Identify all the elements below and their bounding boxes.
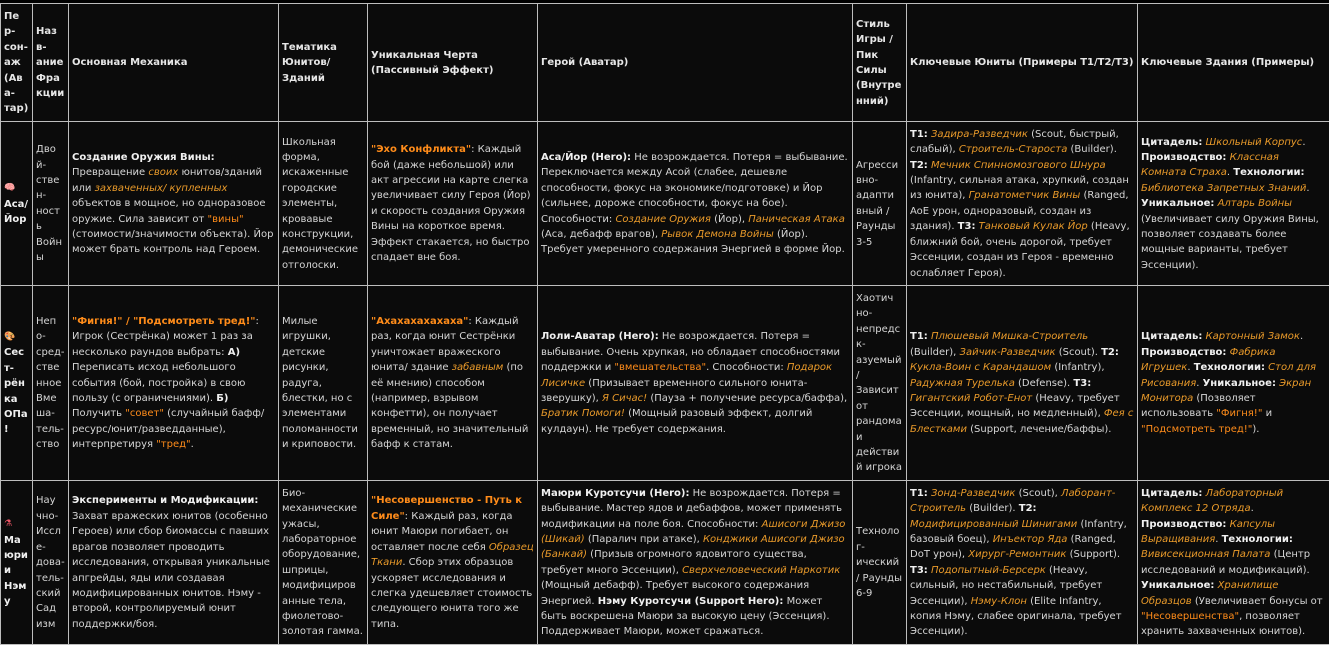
mechanic-cell: Эксперименты и Модификации: Захват вражеских юнитов (особенно Героев) или сбор биомассы с павших врагов позволяет проводить исследования, открывая уникальные апгрейды, яды или создавая модифицированных юнитов. Нэму - второй, контролируемый юнит поддержки/боя. <box>69 480 279 644</box>
header-theme: Тематика Юнитов/ Зданий <box>279 4 368 122</box>
factions-table <box>0 3 1329 645</box>
units-cell: T1: Плюшевый Мишка-Строитель (Builder), Зайчик-Разведчик (Scout). T2: Кукла-Воин с Карандашом (Infantry), Радужная Турелька (Defense). T3: Гигантский Робот-Енот (Heavy, требует Эссенции, мощный, но медленный), Фея с Блестками (Support, лечение/баффы). <box>907 285 1138 480</box>
brain-icon: 🧠 <box>4 183 15 193</box>
header-character: Персонаж (Аватар) <box>1 4 33 122</box>
table-row <box>1 480 1329 644</box>
table-row <box>1 121 1329 285</box>
trait-cell: "Несовершенство - Путь к Силе": Каждый раз, когда юнит Маюри погибает, он оставляет после себя Образец Ткани. Сбор этих образцов ускоряет исследования и слегка удешевляет стоимость следующего юнита того же типа. <box>368 480 538 644</box>
theme-cell: Био-механические ужасы, лабораторное оборудование, шприцы, модифицированные тела, фиолетово-золотая гамма. <box>279 480 368 644</box>
header-buildings: Ключевые Здания (Примеры) <box>1138 4 1329 122</box>
playstyle-cell: Хаотично-непредсказуемый / Зависит от рандома и действий игрока <box>853 285 907 480</box>
trait-cell: "Эхо Конфликта": Каждый бой (даже небольшой) или акт агрессии на карте слегка увеличивает силу Героя (Йор) и скорость создания Оружия Вины на короткое время. Эффект стакается, но быстро спадает вне боя. <box>368 121 538 285</box>
playstyle-cell: Агрессивно-адаптивный / Раунды 3-5 <box>853 121 907 285</box>
buildings-cell: Цитадель: Лабораторный Комплекс 12 Отряда. Производство: Капсулы Выращивания. Технологии: Вивисекционная Палата (Центр исследований и модификаций). Уникальное: Хранилище Образцов (Увеличивает бонусы от "Несовершенства", позволяет хранить захваченных юнитов). <box>1138 480 1329 644</box>
faction-cell: Научно-Исследовательский Садизм <box>33 480 69 644</box>
header-units: Ключевые Юниты (Примеры T1/T2/T3) <box>907 4 1138 122</box>
theme-cell: Милые игрушки, детские рисунки, радуга, блестки, но с элементами поломанности и криповости. <box>279 285 368 480</box>
buildings-cell: Цитадель: Школьный Корпус. Производство: Классная Комната Страха. Технологии: Библиотека Запретных Знаний. Уникальное: Алтарь Войны (Увеличивает силу Оружия Вины, позволяет создавать более мощные варианты, требует Эссенции). <box>1138 121 1329 285</box>
faction-cell: Двойственность Войны <box>33 121 69 285</box>
playstyle-cell: Технологический / Раунды 6-9 <box>853 480 907 644</box>
table-row <box>1 285 1329 480</box>
hero-cell: Аса/Йор (Hero): Не возрождается. Потеря = выбывание. Переключается между Асой (слабее, дешевле способности, фокус на экономике/подготовке) и Йор (сильнее, дороже способности, фокус на бое). Способности: Создание Оружия (Йор), Паническая Атака (Аса, дебафф врагов), Рывок Демона Войны (Йор). Требует умеренного содержания Энергией в форме Йор. <box>538 121 853 285</box>
character-name: Сестрёнка ОПа! <box>4 347 28 435</box>
mechanic-cell: "Фигня!" / "Подсмотреть тред!": Игрок (Сестрёнка) может 1 раз за несколько раундов выбрать: А) Переписать исход небольшого события (бой, постройка) в свою пользу (с ограничениями). Б) Получить "совет" (случайный бафф/ ресурс/юнит/разведданные), интерпретируя "тред". <box>69 285 279 480</box>
faction-cell: Непосредственное Вмешательство <box>33 285 69 480</box>
header-hero: Герой (Аватар) <box>538 4 853 122</box>
buildings-cell: Цитадель: Картонный Замок. Производство: Фабрика Игрушек. Технологии: Стол для Рисования. Уникальное: Экран Монитора (Позволяет использовать "Фигня!" и "Подсмотреть тред!"). <box>1138 285 1329 480</box>
paint-icon: 🎨 <box>4 332 15 342</box>
mechanic-cell: Создание Оружия Вины: Превращение своих юнитов/зданий или захваченных/ купленных объектов в мощное, но одноразовое оружие. Сила зависит от "вины" (стоимости/значимости объекта). Йор может брать контроль над Героем. <box>69 121 279 285</box>
hero-cell: Лоли-Аватар (Hero): Не возрождается. Потеря = выбывание. Очень хрупкая, но обладает способностями поддержки и "вмешательства". Способности: Подарок Лисичке (Призывает временного сильного юнита-зверушку), Я Сичас! (Пауза + получение ресурса/баффа), Братик Помоги! (Мощный разовый эффект, долгий кулдаун). Не требует содержания. <box>538 285 853 480</box>
header-playstyle: Стиль Игры / Пик Силы (Внутренний) <box>853 4 907 122</box>
flask-icon: ⚗ <box>4 519 12 529</box>
header-unique-trait: Уникальная Черта (Пассивный Эффект) <box>368 4 538 122</box>
header-faction: Название Фракции <box>33 4 69 122</box>
character-name: Маюри и Нэму <box>4 535 28 608</box>
units-cell: T1: Зонд-Разведчик (Scout), Лаборант-Строитель (Builder). T2: Модифицированный Шинигами (Infantry, базовый боец), Инъектор Яда (Ranged, DoT урон), Хирург-Ремонтник (Support). T3: Подопытный-Берсерк (Heavy, сильный, но нестабильный, требует Эссенции), Нэму-Клон (Elite Infantry, копия Нэму, слабее оригинала, требует Эссенции). <box>907 480 1138 644</box>
character-cell <box>1 121 33 285</box>
header-row <box>1 4 1329 122</box>
trait-cell: "Ахахахахахаха": Каждый раз, когда юнит Сестрёнки уничтожает вражеского юнита/ здание забавным (по её мнению) способом (например, взрывом конфетти), он получает временный, но значительный бафф к статам. <box>368 285 538 480</box>
header-mechanic: Основная Механика <box>69 4 279 122</box>
character-cell <box>1 480 33 644</box>
character-cell <box>1 285 33 480</box>
theme-cell: Школьная форма, искаженные городские элементы, кровавые конструкции, демонические отголоски. <box>279 121 368 285</box>
units-cell: T1: Задира-Разведчик (Scout, быстрый, слабый), Строитель-Староста (Builder). T2: Мечник Спинномозгового Шнура (Infantry, сильная атака, хрупкий, создан из юнита), Гранатометчик Вины (Ranged, AoE урон, одноразовый, создан из здания). T3: Танковый Кулак Йор (Heavy, ближний бой, очень дорогой, требует Эссенции, создан из Героя - временно ослабляет Героя). <box>907 121 1138 285</box>
hero-cell: Маюри Куротсучи (Hero): Не возрождается. Потеря = выбывание. Мастер ядов и дебаффов, может применять модификации на поле боя. Способности: Ашисоги Джизо (Шикай) (Паралич при атаке), Конджики Ашисоги Джизо (Банкай) (Призыв огромного ядовитого существа, требует много Эссенции), Сверхчеловеческий Наркотик (Мощный дебафф). Требует высокого содержания Энергией. Нэму Куротсучи (Support Hero): Может быть воскрешена Маюри за высокую цену (Эссенция). Поддерживает Маюри, может сражаться. <box>538 480 853 644</box>
character-name: Аса/​Йор <box>4 199 28 225</box>
